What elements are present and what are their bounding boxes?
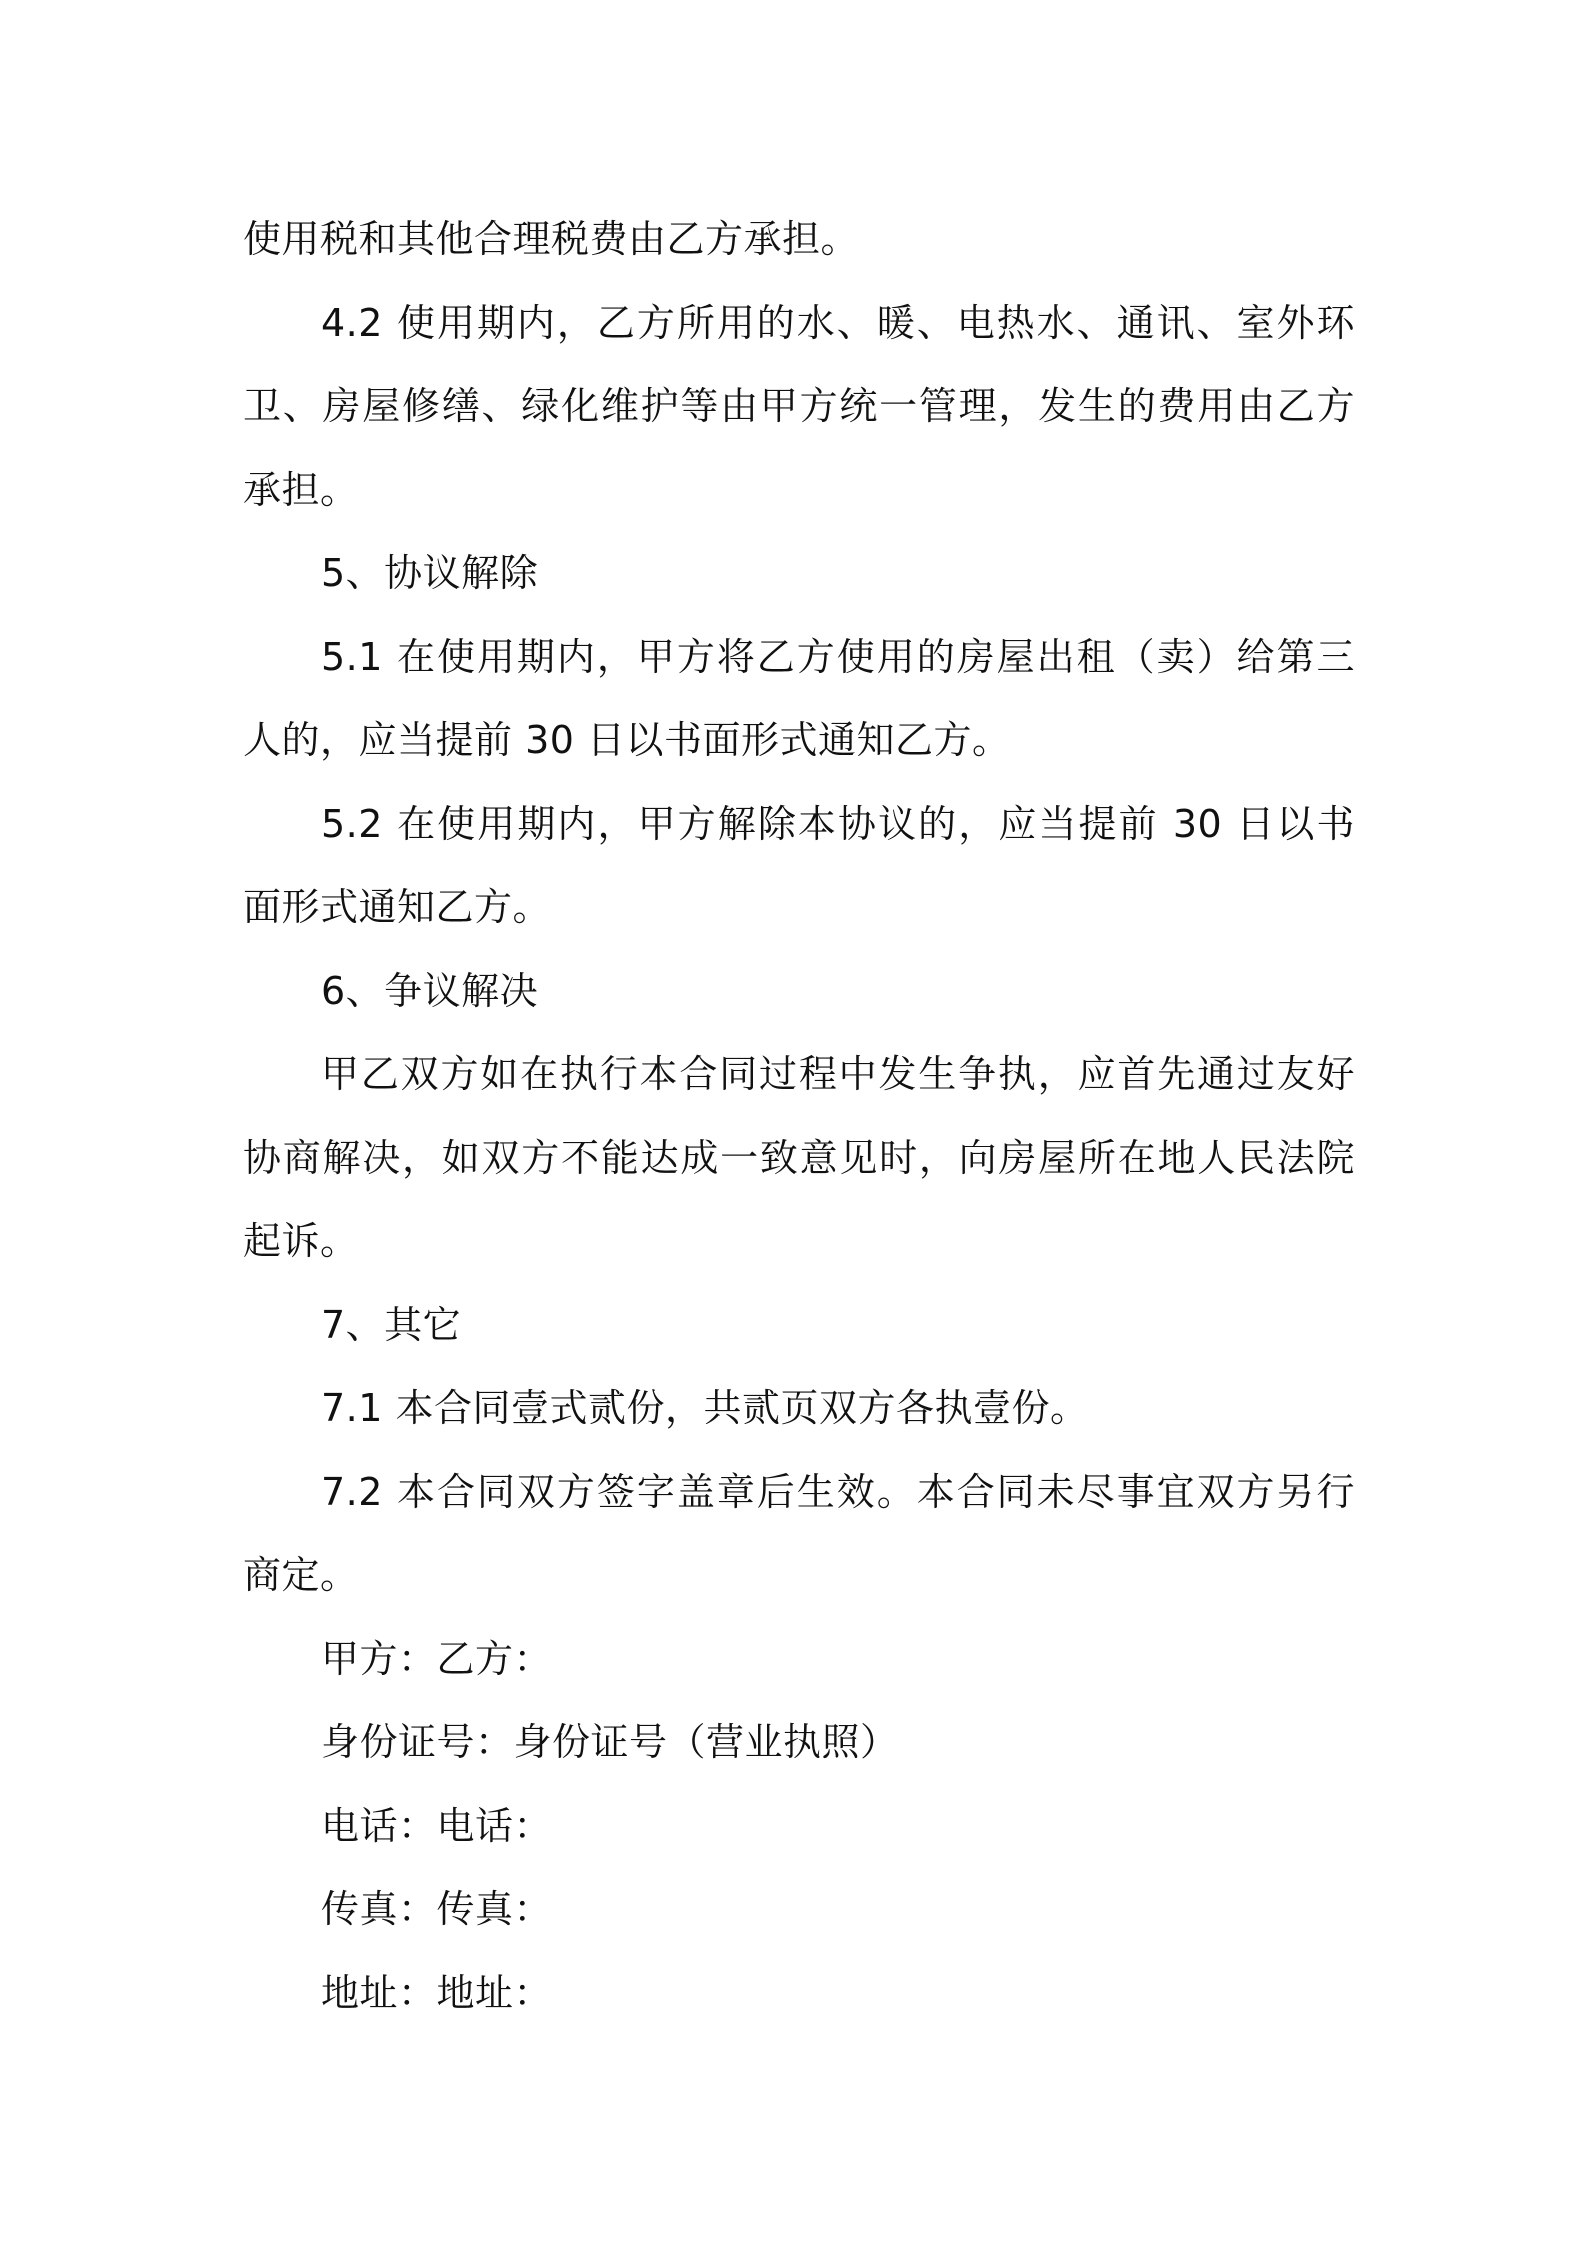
paragraph-4-2: 4.2 使用期内，乙方所用的水、暖、电热水、通讯、室外环卫、房屋修缮、绿化维护等由甲方统一管理，发生的费用由乙方承担。 xyxy=(243,300,1355,512)
heading-section-5: 5、协议解除 xyxy=(321,551,539,595)
signature-id-line: 身份证号：身份证号（营业执照） xyxy=(321,1720,899,1764)
signature-phone-line: 电话：电话： xyxy=(321,1803,553,1848)
paragraph-tax-continuation: 使用税和其他合理税费由乙方承担。 xyxy=(243,217,860,261)
signature-party-line: 甲方：乙方： xyxy=(321,1636,553,1681)
paragraph-5-1: 5.1 在使用期内，甲方将乙方使用的房屋出租（卖）给第三人的，应当提前 30 日以书面形式通知乙方。 xyxy=(243,634,1355,762)
signature-address-line: 地址：地址： xyxy=(321,1970,553,2015)
paragraph-6: 甲乙双方如在执行本合同过程中发生争执，应首先通过友好协商解决，如双方不能达成一致意见时，向房屋所在地人民法院起诉。 xyxy=(243,1052,1355,1263)
paragraph-7-1: 7.1 本合同壹式贰份，共贰页双方各执壹份。 xyxy=(321,1386,1089,1430)
signature-fax-line: 传真：传真： xyxy=(321,1887,553,1931)
document-body xyxy=(243,198,1355,2035)
paragraph-7-2: 7.2 本合同双方签字盖章后生效。本合同未尽事宜双方另行商定。 xyxy=(243,1469,1355,1597)
paragraph-5-2: 5.2 在使用期内，甲方解除本协议的，应当提前 30 日以书面形式通知乙方。 xyxy=(243,801,1355,929)
heading-section-6: 6、争议解决 xyxy=(321,968,539,1013)
heading-section-7: 7、其它 xyxy=(321,1302,462,1347)
